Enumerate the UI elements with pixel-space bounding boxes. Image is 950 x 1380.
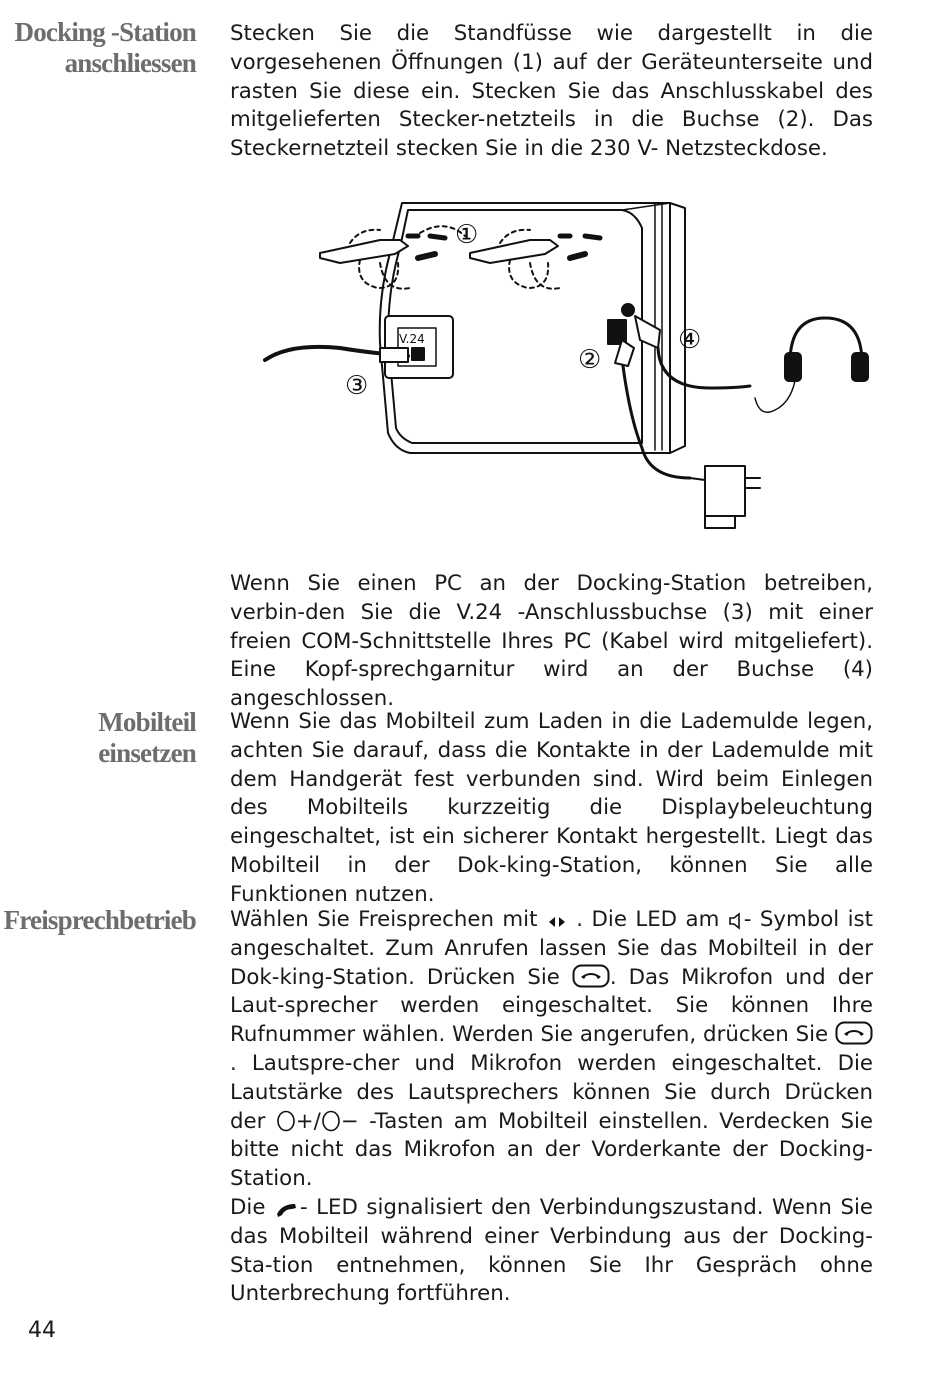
paragraph-freisprechbetrieb [230,906,873,1309]
text-run: +/ [295,1108,321,1134]
figure-label-4: ④ [678,325,702,355]
text-run: . Die LED am [567,907,728,932]
figure-port-label: V.24 [399,332,425,346]
round-key-icon [321,1110,341,1132]
call-key-icon [835,1021,873,1045]
heading-line: Freisprechbetrieb [3,905,196,935]
text-run: Die [230,1194,274,1220]
docking-station-illustration [230,188,880,548]
text-run: . Das Mikrofon und der Laut-sprecher werden eingeschaltet. Sie können Ihre Rufnummer wählen. Werden Sie angerufen, drücken Sie [230,964,873,1048]
heading-mobilteil-einsetzen [0,707,196,769]
heading-line: anschliessen [64,48,196,78]
page-number: 44 [28,1318,56,1343]
paragraph-text: Wenn Sie das Mobilteil zum Laden in die Lademulde legen, achten Sie darauf, dass die Kontakte in der Lademulde mit dem Handgerät fest verbunden sind. Wird beim Einlegen des Mobilteils kurzzeitig die Displaybeleuchtung eingeschaltet, ist ein sicherer Kontakt hergestellt. Liegt das Mobilteil in der Dok-king-Station, können Sie alle Funktionen nutzen. [230,709,873,907]
handset-icon [274,1200,300,1218]
call-key-icon [572,964,610,988]
text-run: - Symbol ist angeschaltet. Zum Anrufen lassen Sie das Mobilteil in der Dok-king-Station. Drücken Sie [230,907,873,990]
heading-docking-station [0,17,196,79]
paragraph-text: Wenn Sie einen PC an der Docking-Station betreiben, verbin-den Sie die V.24 -Anschlussbuchse (3) mit einer freien COM-Schnittstelle Ihres PC (Kabel wird mitgeliefert). Eine Kopf-sprechgarnitur wird an der Buchse (4) angeschlossen. [230,571,873,712]
text-run: Wählen Sie Freisprechen mit [230,907,546,932]
heading-freisprechbetrieb [0,905,196,936]
paragraph-text [230,906,873,1194]
docking-station-figure [230,188,880,548]
heading-line: Mobilteil [98,707,196,737]
text-run: − -Tasten am Mobilteil einstellen. Verdecken Sie bitte nicht das Mikrofon an der Vorderkante der Docking-Station. [230,1108,873,1192]
figure-label-1: ① [455,220,479,250]
paragraph-mobilteil [230,708,873,910]
round-key-icon [276,1110,296,1132]
text-run: - LED signalisiert den Verbindungszustand. Wenn Sie das Mobilteil während einer Verbindung aus der Docking-Sta-tion entnehmen, können Sie Ihr Gespräch ohne Unterbrechung fortführen. [230,1194,873,1307]
paragraph-pc-connection [230,570,873,714]
heading-line: einsetzen [98,738,196,768]
figure-label-3: ③ [345,371,369,401]
speaker-icon [728,912,744,930]
text-run: . Lautspre-cher und Mikrofon werden eingeschaltet. Die Lautstärke des Lautsprechers können Sie durch Drücken der [230,1050,873,1134]
figure-label-2: ② [578,345,602,375]
navigation-arrows-icon [546,914,568,930]
paragraph-docking-station [230,20,873,164]
heading-line: Docking -Station [14,17,196,47]
paragraph-text: Stecken Sie die Standfüsse wie dargestellt in die vorgesehenen Öffnungen (1) auf der Geräteunterseite und rasten Sie diese ein. Stecken Sie das Anschlusskabel des mitgelieferten Stecker-netzteils in die Buchse (2). Das Steckernetzteil stecken Sie in die 230 V- Netzsteckdose. [230,21,873,162]
paragraph-text [230,1194,873,1309]
